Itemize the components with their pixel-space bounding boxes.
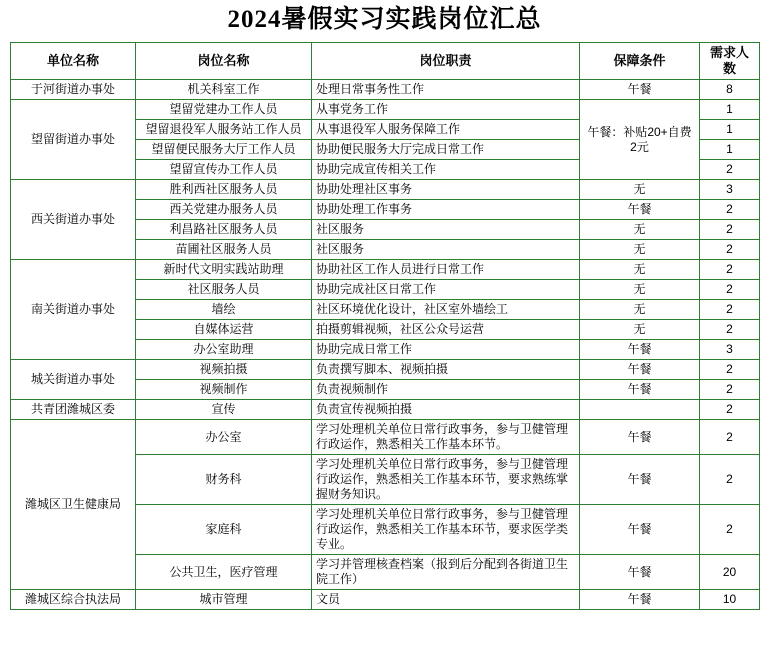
- cell-post-name: 城市管理: [136, 590, 312, 610]
- cell-unit-name: 共青团潍城区委: [11, 400, 136, 420]
- cell-need-count: 2: [700, 320, 760, 340]
- cell-need-count: 1: [700, 100, 760, 120]
- cell-post-duty: 处理日常事务性工作: [312, 80, 580, 100]
- cell-post-name: 望留便民服务大厅工作人员: [136, 140, 312, 160]
- table-row: [11, 80, 760, 100]
- cell-need-count: 2: [700, 420, 760, 455]
- cell-need-count: 2: [700, 300, 760, 320]
- cell-post-name: 墙绘: [136, 300, 312, 320]
- cell-unit-name: 潍城区卫生健康局: [11, 420, 136, 590]
- cell-unit-name: 南关街道办事处: [11, 260, 136, 360]
- cell-need-count: 10: [700, 590, 760, 610]
- cell-need-count: 2: [700, 505, 760, 555]
- cell-post-name: 自媒体运营: [136, 320, 312, 340]
- cell-guarantee: 午餐: [580, 380, 700, 400]
- cell-post-duty: 社区服务: [312, 240, 580, 260]
- cell-guarantee: 无: [580, 180, 700, 200]
- cell-post-name: 家庭科: [136, 505, 312, 555]
- cell-post-name: 新时代文明实践站助理: [136, 260, 312, 280]
- cell-post-name: 宣传: [136, 400, 312, 420]
- cell-post-duty: 从事退役军人服务保障工作: [312, 120, 580, 140]
- table-row: [11, 590, 760, 610]
- table-row: [11, 360, 760, 380]
- cell-post-duty: 社区服务: [312, 220, 580, 240]
- cell-post-name: 胜利西社区服务人员: [136, 180, 312, 200]
- cell-unit-name: 于河街道办事处: [11, 80, 136, 100]
- cell-post-name: 社区服务人员: [136, 280, 312, 300]
- cell-post-duty: 社区环境优化设计，社区室外墙绘工: [312, 300, 580, 320]
- cell-post-duty: 从事党务工作: [312, 100, 580, 120]
- cell-need-count: 1: [700, 120, 760, 140]
- cell-post-name: 办公室助理: [136, 340, 312, 360]
- cell-need-count: 2: [700, 260, 760, 280]
- cell-guarantee: 午餐: [580, 590, 700, 610]
- cell-post-duty: 负责宣传视频拍摄: [312, 400, 580, 420]
- table-row: [11, 400, 760, 420]
- cell-guarantee: 午餐: [580, 420, 700, 455]
- cell-post-duty: 协助处理社区事务: [312, 180, 580, 200]
- cell-guarantee: 无: [580, 300, 700, 320]
- column-header-post: 岗位名称: [136, 42, 312, 80]
- cell-post-duty: 协助社区工作人员进行日常工作: [312, 260, 580, 280]
- cell-post-name: 财务科: [136, 455, 312, 505]
- cell-post-duty: 拍摄剪辑视频，社区公众号运营: [312, 320, 580, 340]
- cell-post-name: 苗圃社区服务人员: [136, 240, 312, 260]
- cell-post-name: 望留党建办工作人员: [136, 100, 312, 120]
- cell-unit-name: 潍城区综合执法局: [11, 590, 136, 610]
- table-row: [11, 180, 760, 200]
- cell-guarantee: [580, 400, 700, 420]
- column-header-duty: 岗位职责: [312, 42, 580, 80]
- cell-need-count: 2: [700, 360, 760, 380]
- cell-need-count: 1: [700, 140, 760, 160]
- cell-guarantee: 午餐: [580, 360, 700, 380]
- cell-post-duty: 协助完成社区日常工作: [312, 280, 580, 300]
- cell-guarantee: 午餐: [580, 200, 700, 220]
- cell-post-duty: 文员: [312, 590, 580, 610]
- cell-need-count: 2: [700, 160, 760, 180]
- cell-need-count: 2: [700, 280, 760, 300]
- cell-guarantee: 无: [580, 220, 700, 240]
- cell-guarantee: 午餐: [580, 455, 700, 505]
- cell-post-duty: 学习并管理核查档案（报到后分配到各街道卫生院工作）: [312, 555, 580, 590]
- cell-post-name: 望留宣传办工作人员: [136, 160, 312, 180]
- cell-guarantee: 午餐: [580, 505, 700, 555]
- internship-positions-table: [10, 42, 760, 611]
- cell-need-count: 3: [700, 340, 760, 360]
- page-title: 2024暑假实习实践岗位汇总: [227, 6, 542, 33]
- cell-guarantee: 午餐: [580, 555, 700, 590]
- cell-guarantee: 无: [580, 280, 700, 300]
- cell-need-count: 2: [700, 380, 760, 400]
- cell-post-duty: 协助完成日常工作: [312, 340, 580, 360]
- cell-post-duty: 负责视频制作: [312, 380, 580, 400]
- table-header: [11, 42, 760, 80]
- cell-post-name: 望留退役军人服务站工作人员: [136, 120, 312, 140]
- cell-post-name: 公共卫生，医疗管理: [136, 555, 312, 590]
- cell-need-count: 2: [700, 455, 760, 505]
- cell-post-duty: 协助完成宣传相关工作: [312, 160, 580, 180]
- cell-post-name: 机关科室工作: [136, 80, 312, 100]
- column-header-unit: 单位名称: [11, 42, 136, 80]
- cell-need-count: 8: [700, 80, 760, 100]
- column-header-guarantee: 保障条件: [580, 42, 700, 80]
- table-row: [11, 100, 760, 120]
- table-body: [11, 80, 760, 610]
- cell-guarantee: 无: [580, 260, 700, 280]
- cell-need-count: 20: [700, 555, 760, 590]
- cell-post-duty: 学习处理机关单位日常行政事务，参与卫健管理行政运作，熟悉相关工作基本环节。: [312, 420, 580, 455]
- cell-post-duty: 负责撰写脚本、视频拍摄: [312, 360, 580, 380]
- cell-guarantee: 午餐: [580, 80, 700, 100]
- cell-guarantee: 无: [580, 240, 700, 260]
- column-header-need-count: 需求人数: [700, 42, 760, 80]
- cell-guarantee: 午餐: [580, 340, 700, 360]
- table-header-row: [11, 42, 760, 80]
- cell-post-duty: 协助处理工作事务: [312, 200, 580, 220]
- cell-post-name: 办公室: [136, 420, 312, 455]
- cell-post-name: 利昌路社区服务人员: [136, 220, 312, 240]
- cell-need-count: 3: [700, 180, 760, 200]
- cell-post-duty: 学习处理机关单位日常行政事务，参与卫健管理行政运作，熟悉相关工作基本环节，要求熟练掌握财务知识。: [312, 455, 580, 505]
- cell-post-name: 视频拍摄: [136, 360, 312, 380]
- cell-post-duty: 学习处理机关单位日常行政事务，参与卫健管理行政运作，熟悉相关工作基本环节，要求医学类专业。: [312, 505, 580, 555]
- table-row: [11, 260, 760, 280]
- cell-need-count: 2: [700, 400, 760, 420]
- cell-unit-name: 西关街道办事处: [11, 180, 136, 260]
- table-row: [11, 420, 760, 455]
- cell-need-count: 2: [700, 220, 760, 240]
- cell-guarantee: 无: [580, 320, 700, 340]
- cell-unit-name: 城关街道办事处: [11, 360, 136, 400]
- cell-post-duty: 协助便民服务大厅完成日常工作: [312, 140, 580, 160]
- cell-unit-name: 望留街道办事处: [11, 100, 136, 180]
- cell-need-count: 2: [700, 240, 760, 260]
- cell-post-name: 西关党建办服务人员: [136, 200, 312, 220]
- cell-post-name: 视频制作: [136, 380, 312, 400]
- cell-need-count: 2: [700, 200, 760, 220]
- cell-guarantee: 午餐：补贴20+自费2元: [580, 100, 700, 180]
